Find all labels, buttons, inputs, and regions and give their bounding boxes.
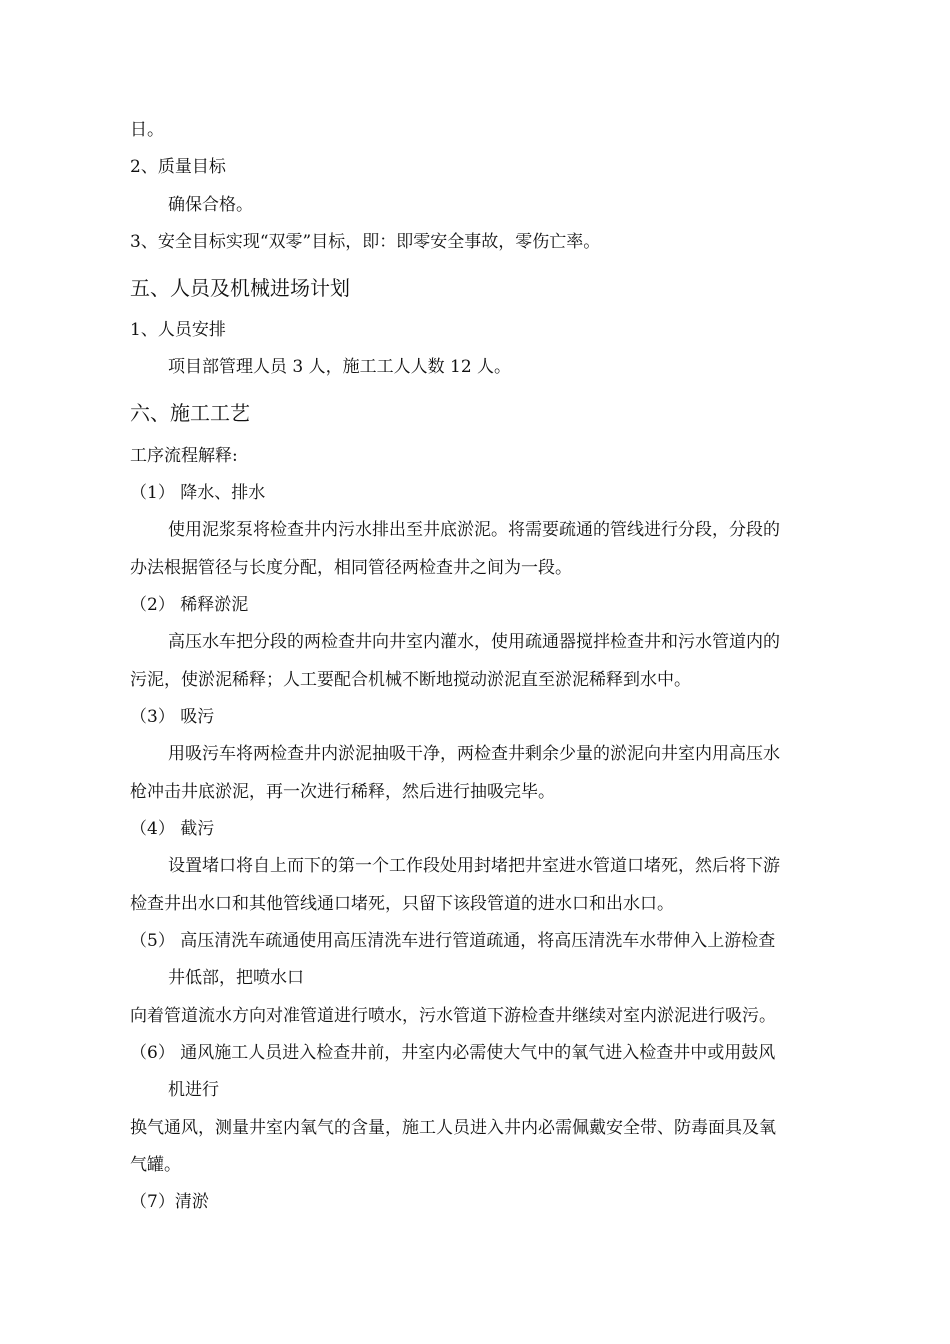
text-line: 确保合格。 <box>168 195 253 215</box>
section-quality-goal: 2、质量目标 <box>130 157 226 177</box>
text-line: 枪冲击井底淤泥，再一次进行稀释，然后进行抽吸完毕。 <box>130 782 555 802</box>
text-line: 换气通风，测量井室内氧气的含量，施工人员进入井内必需佩戴安全带、防毒面具及氧 <box>130 1118 776 1138</box>
step-heading: （6） 通风施工人员进入检查井前，井室内必需使大气中的氧气进入检查井中或用鼓风 <box>130 1043 776 1063</box>
step-heading: （1） 降水、排水 <box>130 483 266 503</box>
text-line: 工序流程解释: <box>130 446 238 466</box>
text-line: 项目部管理人员 3 人，施工工人人数 12 人。 <box>168 357 512 377</box>
heading-personnel-plan: 五、人员及机械进场计划 <box>130 276 350 300</box>
step-heading: （3） 吸污 <box>130 707 215 727</box>
text-line: 办法根据管径与长度分配，相同管径两检查井之间为一段。 <box>130 558 572 578</box>
step-heading: （7）清淤 <box>130 1192 209 1212</box>
text-line: 使用泥浆泵将检查井内污水排出至井底淤泥。将需要疏通的管线进行分段，分段的 <box>168 520 780 540</box>
text-line: 机进行 <box>168 1080 219 1100</box>
text-line: 日。 <box>130 120 164 140</box>
step-heading: （4） 截污 <box>130 819 215 839</box>
heading-construction-process: 六、施工工艺 <box>130 401 250 425</box>
section-personnel: 1、人员安排 <box>130 320 226 340</box>
section-safety-goal: 3、安全目标实现“双零”目标，即：即零安全事故，零伤亡率。 <box>130 232 601 252</box>
text-line: 污泥，使淤泥稀释；人工要配合机械不断地搅动淤泥直至淤泥稀释到水中。 <box>130 670 691 690</box>
text-line: 用吸污车将两检查井内淤泥抽吸干净，两检查井剩余少量的淤泥向井室内用高压水 <box>168 744 780 764</box>
step-heading: （5） 高压清洗车疏通使用高压清洗车进行管道疏通，将高压清洗车水带伸入上游检查 <box>130 931 776 951</box>
text-line: 井低部，把喷水口 <box>168 968 304 988</box>
text-line: 向着管道流水方向对准管道进行喷水，污水管道下游检查井继续对室内淤泥进行吸污。 <box>130 1006 776 1026</box>
text-line: 设置堵口将自上而下的第一个工作段处用封堵把井室进水管道口堵死，然后将下游 <box>168 856 780 876</box>
text-line: 高压水车把分段的两检查井向井室内灌水，使用疏通器搅拌检查井和污水管道内的 <box>168 632 780 652</box>
text-line: 检查井出水口和其他管线通口堵死，只留下该段管道的进水口和出水口。 <box>130 894 674 914</box>
step-heading: （2） 稀释淤泥 <box>130 595 249 615</box>
text-line: 气罐。 <box>130 1155 181 1175</box>
